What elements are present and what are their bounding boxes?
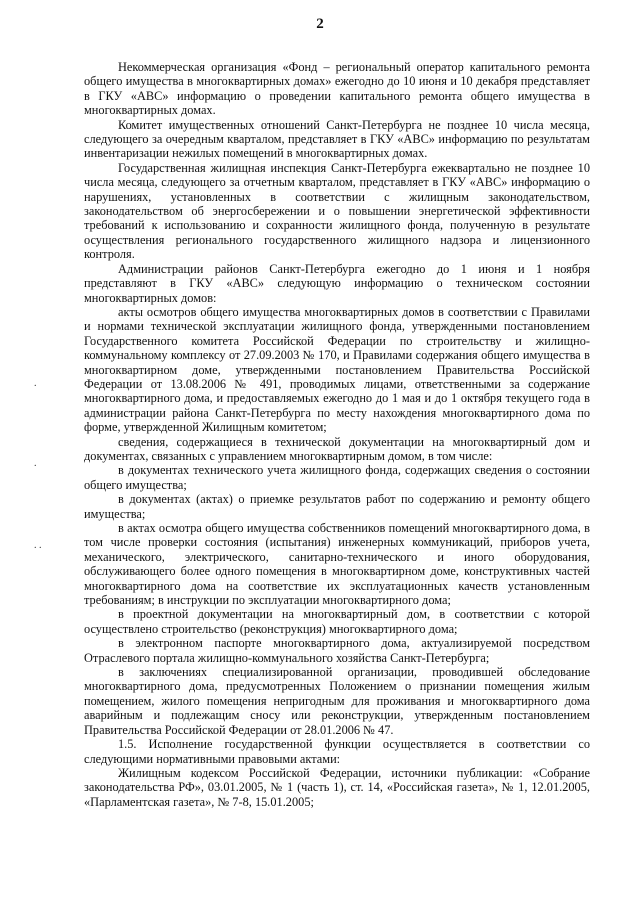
paragraph: в документах (актах) о приемке результатов работ по содержанию и ремонту общего имущества; [84,492,590,521]
paragraph: в документах технического учета жилищного фонда, содержащих сведения о состоянии общего имущества; [84,463,590,492]
paragraph: сведения, содержащиеся в технической документации на многоквартирный дом и документах, связанных с управлением многоквартирным домом, в том числе: [84,434,590,463]
paragraph: Администрации районов Санкт-Петербурга ежегодно до 1 июня и 1 ноября представляют в ГКУ «АВС» следующую информацию о техническом состоянии многоквартирных домов: [84,261,590,305]
margin-mark: . . [34,540,42,551]
paragraph: 1.5. Исполнение государственной функции осуществляется в соответствии со следующими нормативными правовыми актами: [84,737,590,766]
paragraph: Государственная жилищная инспекция Санкт-Петербурга ежеквартально не позднее 10 числа месяца, следующего за отчетным кварталом, представляет в ГКУ «АВС» информацию о нарушениях, установленных в соответствии с жилищным законодательством, законодательством об энергосбережении и о повышении энергетической эффективности требований к использованию и сохранности жилищного фонда, полученную в результате осуществления регионального государственного жилищного надзора и лицензионного контроля. [84,160,590,262]
margin-mark: . [34,458,37,469]
paragraph: Жилищным кодексом Российской Федерации, источники публикации: «Собрание законодательства РФ», 03.01.2005, № 1 (часть 1), ст. 14, «Российская газета», № 1, 12.01.2005, «Парламентская газета», № 7-8, 15.01.2005; [84,765,590,809]
paragraph: акты осмотров общего имущества многоквартирных домов в соответствии с Правилами и нормами технической эксплуатации жилищного фонда, утвержденными постановлением Государственного комитета Российской Федерации по строительству и жилищно-коммунальному комплексу от 27.09.2003 № 170, и Правилами содержания общего имущества в многоквартирном доме, утвержденными постановлением Правительства Российской Федерации от 13.08.2006 № 491, проводимых лицами, ответственными за содержание многоквартирного дома, и предоставляемых ежегодно до 1 мая и до 1 октября текущего года в администрации района Санкт-Петербурга по месту нахождения многоквартирного дома по форме, утвержденной Жилищным комитетом; [84,304,590,435]
paragraph: в заключениях специализированной организации, проводившей обследование многоквартирного дома, предусмотренных Положением о признании помещения жилым помещением, жилого помещения непригодным для проживания и многоквартирного дома аварийным и подлежащим сносу или реконструкции, утвержденным постановлением Правительства Российской Федерации от 28.01.2006 № 47. [84,665,590,737]
paragraph: в проектной документации на многоквартирный дом, в соответствии с которой осуществлено строительство (реконструкция) многоквартирного дома; [84,607,590,636]
paragraph: в электронном паспорте многоквартирного дома, актуализируемой посредством Отраслевого портала жилищно-коммунального хозяйства Санкт-Петербурга; [84,636,590,665]
paragraph: Некоммерческая организация «Фонд – региональный оператор капитального ремонта общего имущества в многоквартирных домах» ежегодно до 10 июня и 10 декабря представляет в ГКУ «АВС» информацию о проведении капитального ремонта общего имущества в многоквартирных домах. [84,60,590,118]
margin-mark: . [34,378,37,389]
page-number: 2 [316,16,324,32]
document-body [84,60,590,809]
paragraph: Комитет имущественных отношений Санкт-Петербурга не позднее 10 числа месяца, следующего за очередным кварталом, представляет в ГКУ «АВС» информацию по результатам инвентаризации нежилых помещений в многоквартирных домах. [84,117,590,161]
paragraph: в актах осмотра общего имущества собственников помещений многоквартирного дома, в том числе проверки состояния (испытания) инженерных коммуникаций, приборов учета, механического, электрического, санитарно-технического и иного оборудования, обслуживающего более одного помещения в многоквартирном доме, конструктивных частей многоквартирного дома на соответствие их эксплуатационных качеств установленным требованиям; в инструкции по эксплуатации многоквартирного дома; [84,521,590,608]
